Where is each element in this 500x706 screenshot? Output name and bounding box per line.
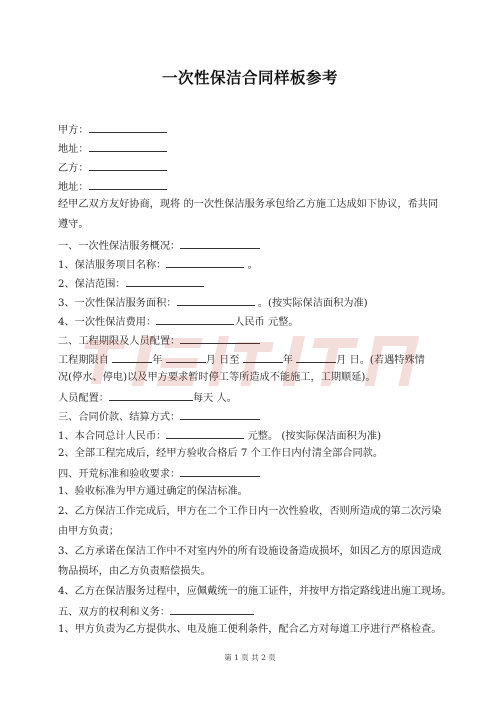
section-4-blank bbox=[180, 466, 260, 477]
term-line bbox=[58, 352, 425, 368]
staffing-line bbox=[58, 390, 237, 406]
section-1-heading bbox=[58, 238, 260, 254]
clause-1-2 bbox=[58, 276, 204, 292]
clause-5-1: 1、甲方负责为乙方提供水、电及施工便利条件，配合乙方对每道工序进行严格检查。 bbox=[58, 624, 442, 635]
clause-3-1-blank bbox=[166, 428, 244, 439]
clause-1-3-text: 3、一次性保洁服务面积： bbox=[58, 298, 177, 309]
section-1-text: 一、一次性保洁服务概况： bbox=[58, 241, 181, 252]
preamble-line-1: 经甲乙双方友好协商，现将 的一次性保洁服务承包给乙方施工达成如下协议，希共同 bbox=[58, 199, 439, 210]
clause-4-2-line-2: 由甲方负责； bbox=[58, 526, 120, 537]
clause-1-1-text: 1、保洁服务项目名称： bbox=[58, 260, 167, 271]
clause-1-4-text: 4、一次性保洁费用： bbox=[58, 317, 157, 328]
term-end-month-blank bbox=[296, 352, 336, 363]
term-end-text: 月 日。(若遇特殊情 bbox=[336, 355, 425, 366]
party-a-address-label: 地址： bbox=[58, 144, 89, 155]
section-2-blank bbox=[180, 333, 260, 344]
clause-1-4 bbox=[58, 314, 299, 330]
party-b-address-line bbox=[58, 179, 167, 195]
clause-1-3-note: 。(按实际保洁面积为准) bbox=[257, 298, 368, 309]
clause-1-3 bbox=[58, 295, 368, 311]
clause-4-3-line-2: 物品损坏，由乙方负责赔偿损失。 bbox=[58, 566, 211, 577]
section-5-blank bbox=[170, 604, 254, 615]
section-4-heading bbox=[58, 466, 260, 482]
section-3-heading bbox=[58, 409, 260, 425]
clause-1-1-end: 。 bbox=[247, 260, 258, 271]
party-b-label: 乙方： bbox=[58, 163, 89, 174]
page-footer: 第 1 页 共 2 页 bbox=[224, 653, 276, 662]
term-end-year-blank bbox=[243, 352, 283, 363]
preamble-line-2: 遵守。 bbox=[58, 219, 89, 230]
party-a-label: 甲方： bbox=[58, 125, 89, 136]
term-note-line: 况(停水、停电)以及甲方要求暂时停工等所造成不能施工，工期顺延)。 bbox=[58, 372, 376, 383]
clause-4-4: 4、乙方在保洁服务过程中，应佩戴统一的施工证件，并按甲方指定路线进出施工现场。 bbox=[58, 586, 452, 597]
section-2-text: 二、工程期限及人员配置： bbox=[58, 336, 181, 347]
party-b-blank bbox=[89, 160, 167, 171]
term-start-year-blank bbox=[112, 352, 152, 363]
section-2-heading bbox=[58, 333, 260, 349]
clause-1-4-blank bbox=[156, 314, 234, 325]
clause-1-2-text: 2、保洁范围： bbox=[58, 279, 126, 290]
section-3-text: 三、合同价款、结算方式： bbox=[58, 412, 181, 423]
party-b-address-blank bbox=[89, 179, 167, 190]
term-year-1: 年 bbox=[152, 355, 163, 366]
clause-3-2: 2、全部工程完成后，经甲方验收合格后 7 个工作日内付清全部合同款。 bbox=[58, 448, 384, 459]
section-5-text: 五、双方的权利和义务： bbox=[58, 607, 171, 618]
clause-4-2-line-1: 2、乙方保洁工作完成后，甲方在二个工作日内一次性验收，否则所造成的第二次污染 bbox=[58, 506, 442, 517]
staffing-blank bbox=[109, 390, 193, 401]
clause-3-1-end: 元整。 (按实际保洁面积为准) bbox=[247, 431, 382, 442]
clause-4-1: 1、验收标准为甲方通过确定的保洁标准。 bbox=[58, 486, 248, 497]
clause-1-3-blank bbox=[177, 295, 255, 306]
party-a-address-blank bbox=[89, 141, 167, 152]
clause-3-1-text: 1、本合同总计人民币： bbox=[58, 431, 167, 442]
section-1-blank bbox=[180, 238, 260, 249]
clause-3-1 bbox=[58, 428, 381, 444]
section-5-heading bbox=[58, 604, 254, 620]
section-3-blank bbox=[180, 409, 260, 420]
document-title: 一次性保洁合同样板参考 bbox=[161, 69, 338, 87]
party-b-line bbox=[58, 160, 167, 176]
clause-4-3-line-1: 3、乙方承诺在保洁工作中不对室内外的所有设施设备造成损坏，如因乙方的原因造成 bbox=[58, 546, 442, 557]
term-start-month-blank bbox=[166, 352, 206, 363]
staffing-end: 每天 人。 bbox=[192, 393, 237, 404]
section-4-text: 四、开荒标准和验收要求： bbox=[58, 469, 181, 480]
clause-1-1 bbox=[58, 257, 258, 273]
party-a-line bbox=[58, 122, 167, 138]
clause-1-1-blank bbox=[166, 257, 244, 268]
term-year-2: 年 bbox=[282, 355, 293, 366]
staffing-label: 人员配置： bbox=[58, 393, 109, 404]
party-a-address-line bbox=[58, 141, 167, 157]
party-a-blank bbox=[89, 122, 167, 133]
clause-1-4-end: 人民币 元整。 bbox=[234, 317, 299, 328]
term-start-label: 工程期限自 bbox=[58, 355, 109, 366]
term-month-day-to: 月 日至 bbox=[205, 355, 240, 366]
party-b-address-label: 地址： bbox=[58, 182, 89, 193]
clause-1-2-blank bbox=[126, 276, 204, 287]
